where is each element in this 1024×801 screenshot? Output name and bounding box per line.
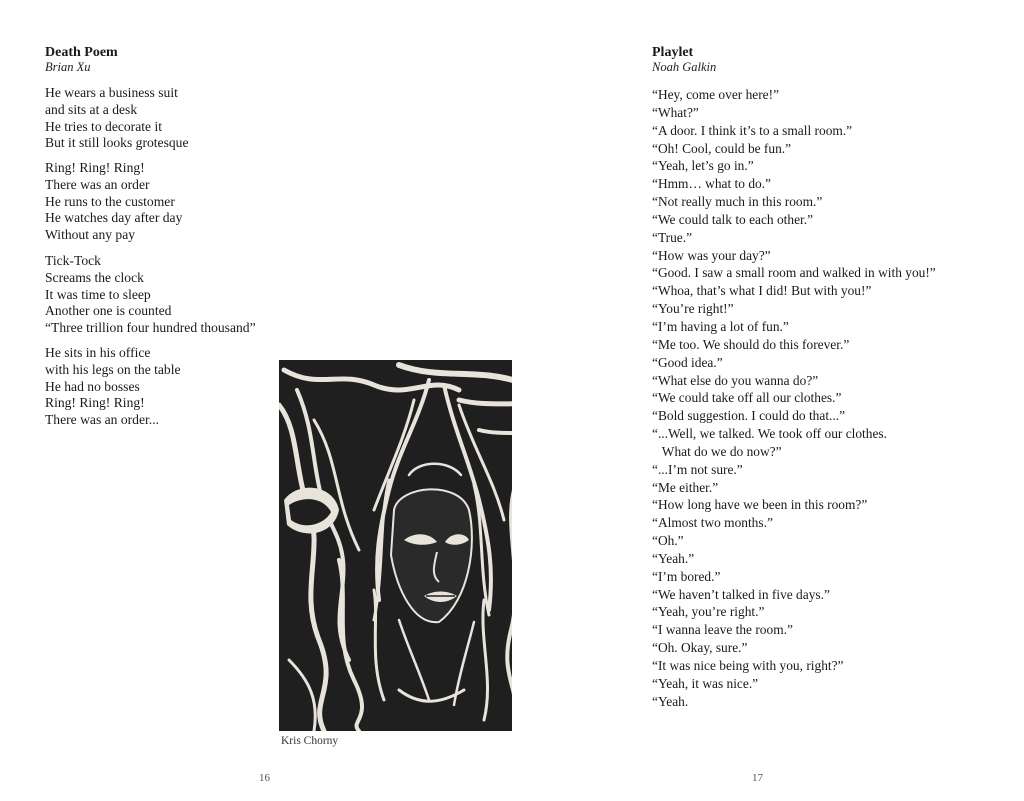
dialogue-line: “It was nice being with you, right?”: [652, 658, 844, 673]
poem-line: Ring! Ring! Ring!: [45, 160, 145, 175]
dialogue-line: “True.”: [652, 229, 693, 245]
poem-line: and sits at a desk: [45, 101, 138, 117]
dialogue-line: “We could talk to each other.”: [652, 211, 814, 227]
poem-line: It was time to sleep: [45, 286, 151, 302]
dialogue-line: “What?”: [652, 104, 699, 120]
dialogue-line: “How long have we been in this room?”: [652, 497, 868, 513]
dialogue-line: “Yeah, let’s go in.”: [652, 158, 754, 174]
dialogue-line: “What else do you wanna do?”: [652, 372, 819, 388]
poem-line: Tick-Tock: [45, 253, 101, 268]
dialogue-line: “Oh. Okay, sure.”: [652, 640, 748, 656]
playlet-author: Noah Galkin: [652, 60, 717, 74]
poem-line: Another one is counted: [45, 303, 172, 319]
death-poem-author: Brian Xu: [45, 60, 91, 74]
dialogue-line: “I’m bored.”: [652, 568, 721, 584]
poem-line: Screams the clock: [45, 269, 144, 285]
dialogue-line: “Whoa, that’s what I did! But with you!”: [652, 283, 872, 299]
death-poem-header: [45, 46, 118, 74]
poem-line: He tries to decorate it: [45, 118, 163, 134]
dialogue-line: “Me either.”: [652, 479, 719, 495]
dialogue-line: “Hmm… what to do.”: [652, 176, 772, 192]
playlet-dialogue: [652, 86, 936, 711]
poem-line: He runs to the customer: [45, 193, 175, 209]
dialogue-line: “Good. I saw a small room and walked in with you!”: [652, 265, 936, 281]
page-number: 16: [259, 772, 270, 784]
linocut-portrait-image: [279, 360, 512, 731]
dialogue-line: “A door. I think it’s to a small room.”: [652, 122, 853, 138]
poem-line: There was an order...: [45, 412, 159, 428]
right-page: [512, 0, 1024, 801]
death-poem-stanza: [45, 253, 256, 337]
dialogue-line: “Yeah, you’re right.”: [652, 604, 765, 620]
poem-line: There was an order: [45, 176, 150, 192]
dialogue-line: “Yeah.: [652, 693, 689, 709]
dialogue-line: “You’re right!”: [652, 301, 734, 317]
dialogue-line: “Oh! Cool, could be fun.”: [652, 140, 792, 156]
death-poem-stanza: [45, 85, 189, 152]
death-poem-title: Death Poem: [45, 45, 118, 60]
dialogue-line: “We haven’t talked in five days.”: [652, 586, 830, 602]
page-number: 17: [752, 772, 763, 784]
death-poem-stanza: [45, 160, 182, 244]
poem-line: Without any pay: [45, 227, 136, 243]
poem-line: “Three trillion four hundred thousand”: [45, 320, 256, 336]
dialogue-line: “...Well, we talked. We took off our clothes.: [652, 426, 887, 442]
playlet-header: [652, 46, 716, 74]
dialogue-line: “Good idea.”: [652, 354, 723, 370]
poem-line: with his legs on the table: [45, 361, 181, 377]
dialogue-line: “Hey, come over here!”: [652, 87, 780, 102]
poem-line: He had no bosses: [45, 378, 140, 394]
poem-line: He wears a business suit: [45, 85, 178, 100]
poem-line: But it still looks grotesque: [45, 135, 189, 151]
dialogue-line: “Oh.”: [652, 533, 684, 549]
dialogue-line: “Yeah, it was nice.”: [652, 675, 759, 691]
dialogue-line: “I’m having a lot of fun.”: [652, 318, 789, 334]
dialogue-line: What do we do now?”: [652, 443, 782, 459]
dialogue-line: “How was your day?”: [652, 247, 771, 263]
dialogue-line: “We could take off all our clothes.”: [652, 390, 842, 406]
dialogue-line: “Bold suggestion. I could do that...”: [652, 408, 846, 424]
dialogue-line: “Not really much in this room.”: [652, 194, 823, 210]
death-poem-stanza: [45, 345, 181, 429]
dialogue-line: “Me too. We should do this forever.”: [652, 336, 850, 352]
playlet-title: Playlet: [652, 45, 694, 60]
dialogue-line: “Almost two months.”: [652, 515, 773, 531]
dialogue-line: “Yeah.”: [652, 550, 695, 566]
dialogue-line: “...I’m not sure.”: [652, 461, 743, 477]
dialogue-line: “I wanna leave the room.”: [652, 622, 793, 638]
poem-line: He sits in his office: [45, 345, 151, 360]
poem-line: He watches day after day: [45, 210, 183, 226]
poem-line: Ring! Ring! Ring!: [45, 395, 145, 411]
artwork-caption: Kris Chorny: [281, 735, 339, 747]
